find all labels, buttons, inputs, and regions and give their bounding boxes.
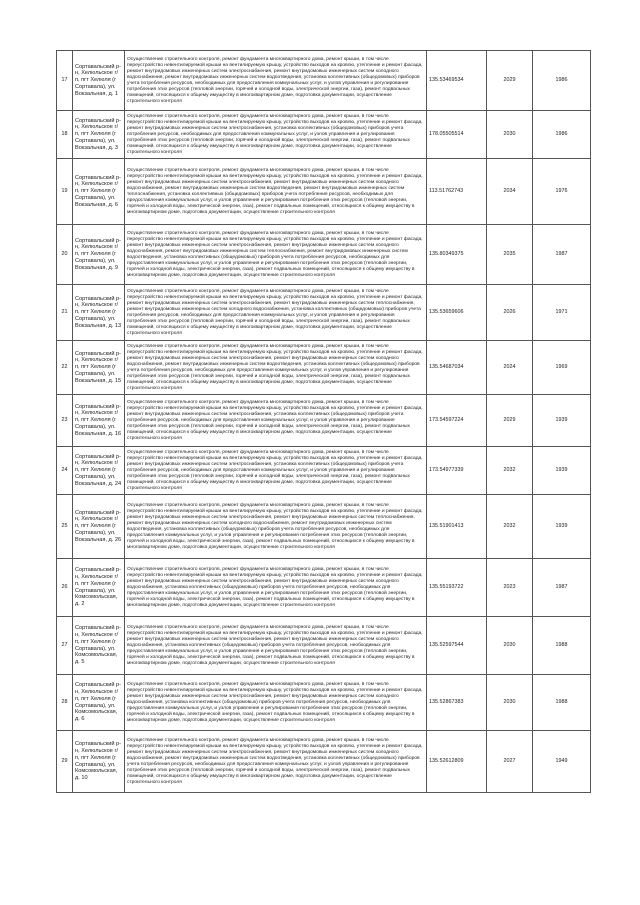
cost-cell: 178.05505514	[427, 111, 487, 159]
cost-cell: 135.54687034	[427, 341, 487, 395]
table-row	[57, 51, 591, 111]
built-year-cell: 1987	[533, 559, 591, 617]
built-year-cell: 1988	[533, 617, 591, 675]
address-cell: Сортавальский р-н, Хелюльское г/п, пгт Хелюля (г Сортавала), ул. Комсомольская, д. 5	[73, 617, 125, 675]
row-number: 19	[57, 159, 73, 225]
row-number: 29	[57, 731, 73, 793]
works-cell: Осуществление строительного контроля, ремонт фундамента многоквартирного дома, ремонт крыши, в том числе переустройство невентилируемой крыши на вентилируемую крышу, устройство выходов на кровлю, утепление и ремонт фасада, ремонт внутридомовых инженерных систем электроснабжения, ремонт внутридомовых инженерных систем холодного водоснабжения, установка коллективных (общедомовых) приборов учета потребления ресурсов, необходимых для предоставления коммунальных услуг, и узлов управления и регулирования потребления этих ресурсов (тепловой энергии, горячей и холодной воды, электрической энергии, газа), ремонт подвальных помещений, относящихся к общему имуществу в многоквартирном доме, подготовка документации, осуществление строительного контроля	[125, 617, 427, 675]
works-cell: Осуществление строительного контроля, ремонт фундамента многоквартирного дома, ремонт крыши, в том числе переустройство невентилируемой крыши на вентилируемую крышу, устройство выходов на кровлю, утепление и ремонт фасада, ремонт внутридомовых инженерных систем электроснабжения, ремонт внутридомовых инженерных систем холодного водоснабжения, установка коллективных (общедомовых) приборов учета потребления ресурсов, необходимых для предоставления коммунальных услуг, и узлов управления и регулирования потребления этих ресурсов (тепловой энергии, горячей и холодной воды, электрической энергии, газа), ремонт подвальных помещений, относящихся к общему имуществу в многоквартирном доме, подготовка документации, осуществление строительного контроля	[125, 559, 427, 617]
built-year-cell: 1939	[533, 495, 591, 559]
row-number: 28	[57, 675, 73, 731]
works-cell: Осуществление строительного контроля, ремонт фундамента многоквартирного дома, ремонт крыши, в том числе переустройство невентилируемой крыши на вентилируемую крышу, устройство выходов на кровлю, утепление и ремонт фасада, ремонт внутридомовых инженерных систем электроснабжения, ремонт внутридомовых инженерных систем теплоснабжения, ремонт внутридомовых инженерных систем холодного водоснабжения, установка коллективных (общедомовых) приборов учета потребления ресурсов, необходимых для предоставления коммунальных услуг, и узлов управления и регулирования потребления этих ресурсов (тепловой энергии, горячей и холодной воды, электрической энергии, газа), ремонт подвальных помещений, относящихся к общему имуществу в многоквартирном доме, подготовка документации, осуществление строительного контроля	[125, 285, 427, 341]
table-row	[57, 495, 591, 559]
year-cell: 2027	[487, 731, 533, 793]
year-cell: 2023	[487, 559, 533, 617]
address-cell: Сортавальский р-н, Хелюльское г/п, пгт Хелюля (г Сортавала), ул. Вокзальная, д. 6	[73, 159, 125, 225]
cost-cell: 173.54977339	[427, 447, 487, 495]
cost-cell: 135.51901413	[427, 495, 487, 559]
built-year-cell: 1969	[533, 341, 591, 395]
works-cell: Осуществление строительного контроля, ремонт фундамента многоквартирного дома, ремонт крыши, в том числе переустройство невентилируемой крыши на вентилируемую крышу, устройство выходов на кровлю, утепление и ремонт фасада, ремонт внутридомовых инженерных систем электроснабжения, ремонт внутридомовых инженерных систем холодного водоснабжения, ремонт внутридомовых инженерных систем теплоснабжения, ремонт внутридомовых инженерных систем водоотведения, установка коллективных (общедомовых) приборов учета потребления ресурсов, необходимых для предоставления коммунальных услуг, и узлов управления и регулирования потребления этих ресурсов (тепловой энергии, горячей и холодной воды, электрической энергии, газа), ремонт подвальных помещений, относящихся к общему имуществу в многоквартирном доме, подготовка документации, осуществление строительного контроля	[125, 225, 427, 285]
row-number: 18	[57, 111, 73, 159]
address-cell: Сортавальский р-н, Хелюльское г/п, пгт Хелюля (г Сортавала), ул. Вокзальная, д. 9	[73, 225, 125, 285]
row-number: 23	[57, 395, 73, 447]
address-cell: Сортавальский р-н, Хелюльское г/п, пгт Хелюля (г Сортавала), ул. Вокзальная, д. 15	[73, 341, 125, 395]
row-number: 22	[57, 341, 73, 395]
cost-cell: 135.52612809	[427, 731, 487, 793]
year-cell: 2034	[487, 159, 533, 225]
cost-cell: 135.80349375	[427, 225, 487, 285]
year-cell: 2032	[487, 447, 533, 495]
year-cell: 2026	[487, 285, 533, 341]
built-year-cell: 1988	[533, 675, 591, 731]
year-cell: 2030	[487, 617, 533, 675]
cost-cell: 173.54597224	[427, 395, 487, 447]
address-cell: Сортавальский р-н, Хелюльское г/п, пгт Хелюля (г Сортавала), ул. Комсомольская, д. 6	[73, 675, 125, 731]
row-number: 21	[57, 285, 73, 341]
built-year-cell: 1949	[533, 731, 591, 793]
year-cell: 2032	[487, 495, 533, 559]
row-number: 27	[57, 617, 73, 675]
table-row	[57, 341, 591, 395]
works-cell: Осуществление строительного контроля, ремонт фундамента многоквартирного дома, ремонт крыши, в том числе переустройство невентилируемой крыши на вентилируемую крышу, устройство выходов на кровлю, утепление и ремонт фасада, ремонт внутридомовых инженерных систем электроснабжения, ремонт внутридомовых инженерных систем теплоснабжения, ремонт внутридомовых инженерных систем холодного водоснабжения, ремонт внутридомовых инженерных систем водоотведения, установка коллективных (общедомовых) приборов учета потребления ресурсов, необходимых для предоставления коммунальных услуг, и узлов управления и регулирования потребления этих ресурсов (тепловой энергии, горячей и холодной воды, электрической энергии, газа), ремонт подвальных помещений, относящихся к общему имуществу в многоквартирном доме, подготовка документации, осуществление строительного контроля	[125, 495, 427, 559]
table-row	[57, 111, 591, 159]
works-cell: Осуществление строительного контроля, ремонт фундамента многоквартирного дома, ремонт крыши, в том числе переустройство невентилируемой крыши на вентилируемую крышу, устройство выходов на кровлю, утепление и ремонт фасада, ремонт внутридомовых инженерных систем электроснабжения, установка коллективных (общедомовых) приборов учета потребления ресурсов, необходимых для предоставления коммунальных услуг, и узлов управления и регулирования потребления этих ресурсов (тепловой энергии, горячей и холодной воды, электрической энергии, газа), ремонт подвальных помещений, относящихся к общему имуществу в многоквартирном доме, подготовка документации, осуществление строительного контроля	[125, 395, 427, 447]
works-cell: Осуществление строительного контроля, ремонт фундамента многоквартирного дома, ремонт крыши, в том числе переустройство невентилируемой крыши на вентилируемую крышу, устройство выходов на кровлю, утепление и ремонт фасада, ремонт внутридомовых инженерных систем электроснабжения, установка коллективных (общедомовых) приборов учета потребления ресурсов, необходимых для предоставления коммунальных услуг, и узлов управления и регулирования потребления этих ресурсов (тепловой энергии, горячей и холодной воды, электрической энергии, газа), ремонт подвальных помещений, относящихся к общему имуществу в многоквартирном доме, подготовка документации, осуществление строительного контроля	[125, 111, 427, 159]
built-year-cell: 1987	[533, 225, 591, 285]
address-cell: Сортавальский р-н, Хелюльское г/п, пгт Хелюля (г Сортавала), ул. Вокзальная, д. 1	[73, 51, 125, 111]
address-cell: Сортавальский р-н, Хелюльское г/п, пгт Хелюля (г Сортавала), ул. Комсомольская, д. 10	[73, 731, 125, 793]
table-row	[57, 395, 591, 447]
address-cell: Сортавальский р-н, Хелюльское г/п, пгт Хелюля (г Сортавала), ул. Вокзальная, д. 24	[73, 447, 125, 495]
cost-cell: 135.52597544	[427, 617, 487, 675]
cost-cell: 135.53469534	[427, 51, 487, 111]
address-cell: Сортавальский р-н, Хелюльское г/п, пгт Хелюля (г Сортавала), ул. Вокзальная, д. 16	[73, 395, 125, 447]
year-cell: 2029	[487, 395, 533, 447]
year-cell: 2024	[487, 341, 533, 395]
works-cell: Осуществление строительного контроля, ремонт фундамента многоквартирного дома, ремонт крыши, в том числе переустройство невентилируемой крыши на вентилируемую крышу, устройство выходов на кровлю, утепление и ремонт фасада, ремонт внутридомовых инженерных систем электроснабжения, ремонт внутридомовых инженерных систем холодного водоснабжения, ремонт внутридомовых инженерных систем водоотведения, ремонт внутридомовых инженерных систем теплоснабжения, установка коллективных (общедомовых) приборов учета потребления ресурсов, необходимых для предоставления коммунальных услуг, и узлов управления и регулирования потребления этих ресурсов (тепловой энергии, горячей и холодной воды, электрической энергии, газа), ремонт подвальных помещений, относящихся к общему имуществу в многоквартирном доме, подготовка документации, осуществление строительного контроля	[125, 159, 427, 225]
row-number: 24	[57, 447, 73, 495]
year-cell: 2035	[487, 225, 533, 285]
address-cell: Сортавальский р-н, Хелюльское г/п, пгт Хелюля (г Сортавала), ул. Комсомольская, д. 2	[73, 559, 125, 617]
year-cell: 2029	[487, 51, 533, 111]
cost-cell: 135.55193722	[427, 559, 487, 617]
row-number: 20	[57, 225, 73, 285]
row-number: 25	[57, 495, 73, 559]
works-cell: Осуществление строительного контроля, ремонт фундамента многоквартирного дома, ремонт крыши, в том числе переустройство невентилируемой крыши на вентилируемую крышу, устройство выходов на кровлю, утепление и ремонт фасада, ремонт внутридомовых инженерных систем электроснабжения, ремонт внутридомовых инженерных систем холодного водоснабжения, установка коллективных (общедомовых) приборов учета потребления ресурсов, необходимых для предоставления коммунальных услуг, и узлов управления и регулирования потребления этих ресурсов (тепловой энергии, горячей и холодной воды, электрической энергии, газа), ремонт подвальных помещений, относящихся к общему имуществу в многоквартирном доме, подготовка документации, осуществление строительного контроля	[125, 675, 427, 731]
built-year-cell: 1986	[533, 111, 591, 159]
row-number: 17	[57, 51, 73, 111]
cost-cell: 135.53659606	[427, 285, 487, 341]
capital-repair-table	[56, 50, 591, 793]
address-cell: Сортавальский р-н, Хелюльское г/п, пгт Хелюля (г Сортавала), ул. Вокзальная, д. 13	[73, 285, 125, 341]
works-cell: Осуществление строительного контроля, ремонт фундамента многоквартирного дома, ремонт крыши, в том числе переустройство невентилируемой крыши на вентилируемую крышу, устройство выходов на кровлю, утепление и ремонт фасада, ремонт внутридомовых инженерных систем электроснабжения, ремонт внутридомовых инженерных систем холодного водоснабжения, ремонт внутридомовых инженерных систем водоотведения, установка коллективных (общедомовых) приборов учета потребления ресурсов, необходимых для предоставления коммунальных услуг, и узлов управления и регулирования потребления этих ресурсов (тепловой энергии, горячей и холодной воды, электрической энергии, газа), ремонт подвальных помещений, относящихся к общему имуществу в многоквартирном доме, подготовка документации, осуществление строительного контроля	[125, 51, 427, 111]
row-number: 26	[57, 559, 73, 617]
year-cell: 2030	[487, 111, 533, 159]
works-cell: Осуществление строительного контроля, ремонт фундамента многоквартирного дома, ремонт крыши, в том числе переустройство невентилируемой крыши на вентилируемую крышу, устройство выходов на кровлю, утепление и ремонт фасада, ремонт внутридомовых инженерных систем электроснабжения, ремонт внутридомовых инженерных систем холодного водоснабжения, ремонт внутридомовых инженерных систем водоотведения, установка коллективных (общедомовых) приборов учета потребления ресурсов, необходимых для предоставления коммунальных услуг, и узлов управления и регулирования потребления этих ресурсов (тепловой энергии, горячей и холодной воды, электрической энергии, газа), ремонт подвальных помещений, относящихся к общему имуществу в многоквартирном доме, подготовка документации, осуществление строительного контроля	[125, 731, 427, 793]
cost-cell: 113.51762743	[427, 159, 487, 225]
table-row	[57, 675, 591, 731]
built-year-cell: 1986	[533, 51, 591, 111]
table-row	[57, 225, 591, 285]
cost-cell: 135.52867383	[427, 675, 487, 731]
address-cell: Сортавальский р-н, Хелюльское г/п, пгт Хелюля (г Сортавала), ул. Вокзальная, д. 3	[73, 111, 125, 159]
table-row	[57, 447, 591, 495]
address-cell: Сортавальский р-н, Хелюльское г/п, пгт Хелюля (г Сортавала), ул. Вокзальная, д. 26	[73, 495, 125, 559]
built-year-cell: 1939	[533, 395, 591, 447]
table-row	[57, 159, 591, 225]
built-year-cell: 1939	[533, 447, 591, 495]
table-row	[57, 559, 591, 617]
year-cell: 2030	[487, 675, 533, 731]
built-year-cell: 1971	[533, 285, 591, 341]
table-row	[57, 285, 591, 341]
table-body	[57, 51, 591, 793]
document-page	[56, 50, 590, 793]
works-cell: Осуществление строительного контроля, ремонт фундамента многоквартирного дома, ремонт крыши, в том числе переустройство невентилируемой крыши на вентилируемую крышу, устройство выходов на кровлю, утепление и ремонт фасада, ремонт внутридомовых инженерных систем электроснабжения, ремонт внутридомовых инженерных систем холодного водоснабжения, ремонт внутридомовых инженерных систем водоотведения, установка коллективных (общедомовых) приборов учета потребления ресурсов, необходимых для предоставления коммунальных услуг, и узлов управления и регулирования потребления этих ресурсов (тепловой энергии, горячей и холодной воды, электрической энергии, газа), ремонт подвальных помещений, относящихся к общему имуществу в многоквартирном доме, подготовка документации, осуществление строительного контроля	[125, 341, 427, 395]
table-row	[57, 731, 591, 793]
built-year-cell: 1976	[533, 159, 591, 225]
table-row	[57, 617, 591, 675]
works-cell: Осуществление строительного контроля, ремонт фундамента многоквартирного дома, ремонт крыши, в том числе переустройство невентилируемой крыши на вентилируемую крышу, устройство выходов на кровлю, утепление и ремонт фасада, ремонт внутридомовых инженерных систем электроснабжения, установка коллективных (общедомовых) приборов учета потребления ресурсов, необходимых для предоставления коммунальных услуг, и узлов управления и регулирования потребления этих ресурсов (тепловой энергии, горячей и холодной воды, электрической энергии, газа), ремонт подвальных помещений, относящихся к общему имуществу в многоквартирном доме, подготовка документации, осуществление строительного контроля	[125, 447, 427, 495]
